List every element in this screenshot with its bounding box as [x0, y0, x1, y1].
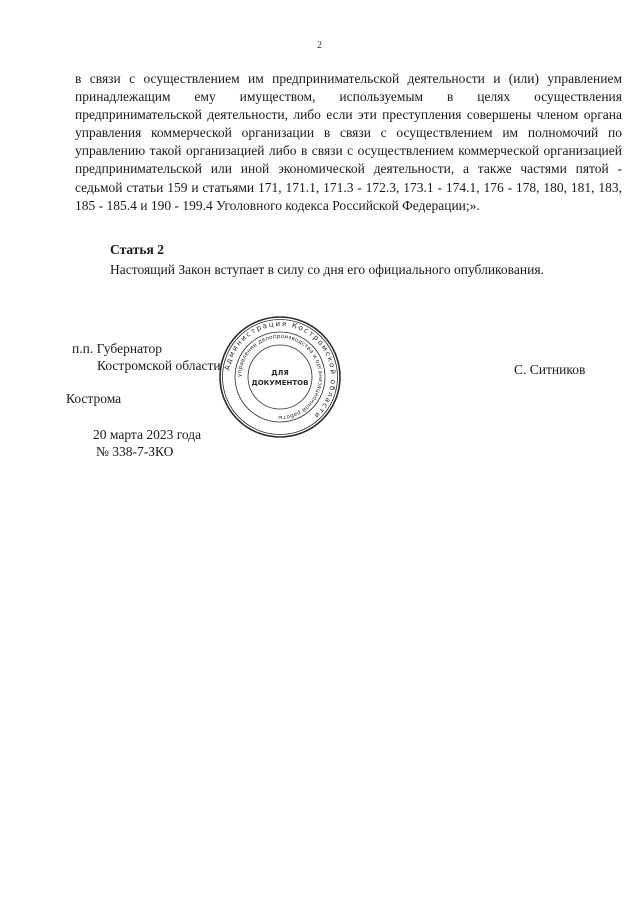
seal-center-line2: ДОКУМЕНТОВ [251, 379, 309, 387]
signature-position-line2: Костромской области [97, 358, 221, 373]
law-number: № 338-7-ЗКО [96, 444, 174, 459]
signatory-name: С. Ситников [514, 362, 586, 377]
official-seal [218, 315, 342, 439]
signature-date: 20 марта 2023 года [93, 427, 202, 442]
signature-city: Кострома [66, 391, 122, 406]
article-text: Настоящий Закон вступает в силу со дня его официального опубликования. [110, 262, 544, 277]
seal-center-line1: ДЛЯ [271, 369, 289, 377]
page-number: 2 [317, 40, 322, 51]
signature-position-line1: п.п. Губернатор [72, 341, 162, 356]
seal-inner-text: управление делопроизводства и организационной работы [236, 333, 324, 421]
body-paragraph: в связи с осуществлением им предпринимательской деятельности и (или) управлением принадлежащим ему имуществом, используемым в целях осуществления предпринимательской деятельности, либо если эти преступления совершены членом органа управления коммерческой организации в связи с осуществлением им полномочий по управлению такой организацией либо в связи с осуществлением коммерческой организацией предпринимательской или иной экономической деятельности, а также частями пятой - седьмой статьи 159 и статьями 171, 171.1, 171.3 - 172.3, 173.1 - 174.1, 176 - 178, 180, 181, 183, 185 - 185.4 и 190 - 199.4 Уголовного кодекса Российской Федерации;». [75, 71, 622, 213]
article-heading: Статья 2 [110, 242, 164, 257]
seal-outer-text: Администрация Костромской области [222, 318, 339, 422]
